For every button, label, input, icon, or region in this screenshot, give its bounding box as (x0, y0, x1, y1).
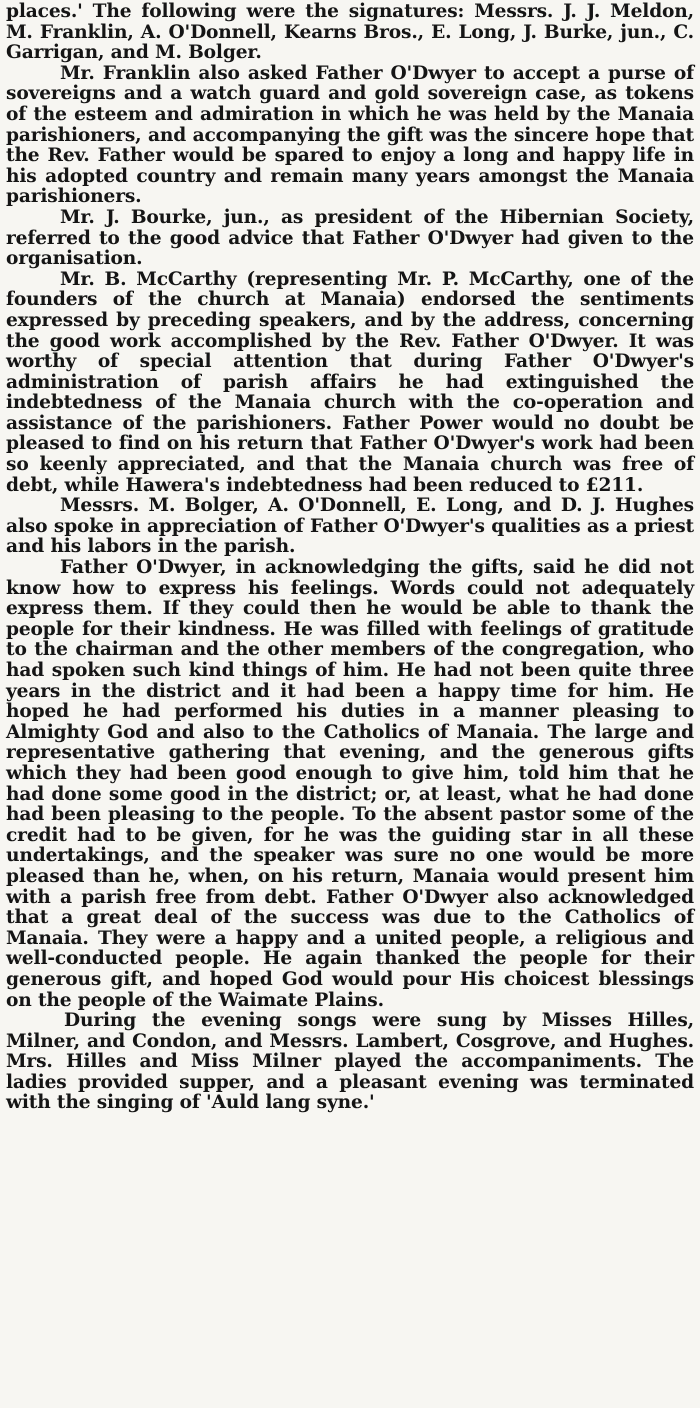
paragraph-franklin-gift: Mr. Franklin also asked Father O'Dwyer to accept a purse of sovereigns and a watch guard and gold sovereign case, as tokens of the esteem and admiration in which he was held by the Manaia parishioners, and accompanying the gift was the sincere hope that the Rev. Father would be spared to enjoy a long and happy life in his adopted country and remain many years amongst the Manaia parishioners. (6, 62, 694, 208)
paragraph-signatures: places.' The following were the signatures: Messrs. J. J. Meldon, M. Franklin, A. O'Donnell, Kearns Bros., E. Long, J. Burke, jun., C. Garrigan, and M. Bolger. (6, 1, 694, 64)
paragraph-mccarthy: Mr. B. McCarthy (representing Mr. P. McCarthy, one of the founders of the church at Manaia) endorsed the sentiments expressed by preceding speakers, and by the address, concerning the good work accomplished by the Rev. Father O'Dwyer. It was worthy of special attention that during Father O'Dwyer's administration of parish affairs he had extinguished the indebtedness of the Manaia church with the co-operation and assistance of the parishioners. Father Power would no doubt be pleased to find on his return that Father O'Dwyer's work had been so keenly appreciated, and that the Manaia church was free of debt, while Hawera's indebtedness had been reduced to £211. (6, 268, 694, 496)
paragraph-evening-songs: During the evening songs were sung by Misses Hilles, Milner, and Condon, and Messrs. Lambert, Cosgrove, and Hughes. Mrs. Hilles and Miss Milner played the accompaniments. The ladies provided supper, and a pleasant evening was terminated with the singing of 'Auld lang syne.' (6, 1010, 694, 1114)
paragraph-bourke: Mr. J. Bourke, jun., as president of the Hibernian Society, referred to the good advice that Father O'Dwyer had given to the organisation. (6, 206, 694, 270)
paragraph-odwyer-reply: Father O'Dwyer, in acknowledging the gifts, said he did not know how to express his feelings. Words could not adequately express them. If they could then he would be able to thank the people for their kindness. He was filled with feelings of gratitude to the chairman and the other members of the congregation, who had spoken such kind things of him. He had not been quite three years in the district and it had been a happy time for him. He hoped he had performed his duties in a manner pleasing to Almighty God and also to the Catholics of Manaia. The large and representative gathering that evening, and the generous gifts which they had been good enough to give him, told him that he had done some good in the district; or, at least, what he had done had been pleasing to the people. To the absent pastor some of the credit had to be given, for he was the guiding star in all these undertakings, and the speaker was sure no one would be more pleased than he, when, on his return, Manaia would present him with a parish free from debt. Father O'Dwyer also acknowledged that a great deal of the success was due to the Catholics of Manaia. They were a happy and a united people, a religious and well-conducted people. He again thanked the people for their generous gift, and hoped God would pour His choicest blessings on the people of the Waimate Plains. (6, 557, 694, 1011)
paragraph-other-speakers: Messrs. M. Bolger, A. O'Donnell, E. Long, and D. J. Hughes also spoke in appreciation of Father O'Dwyer's qualities as a priest and his labors in the parish. (6, 495, 694, 558)
